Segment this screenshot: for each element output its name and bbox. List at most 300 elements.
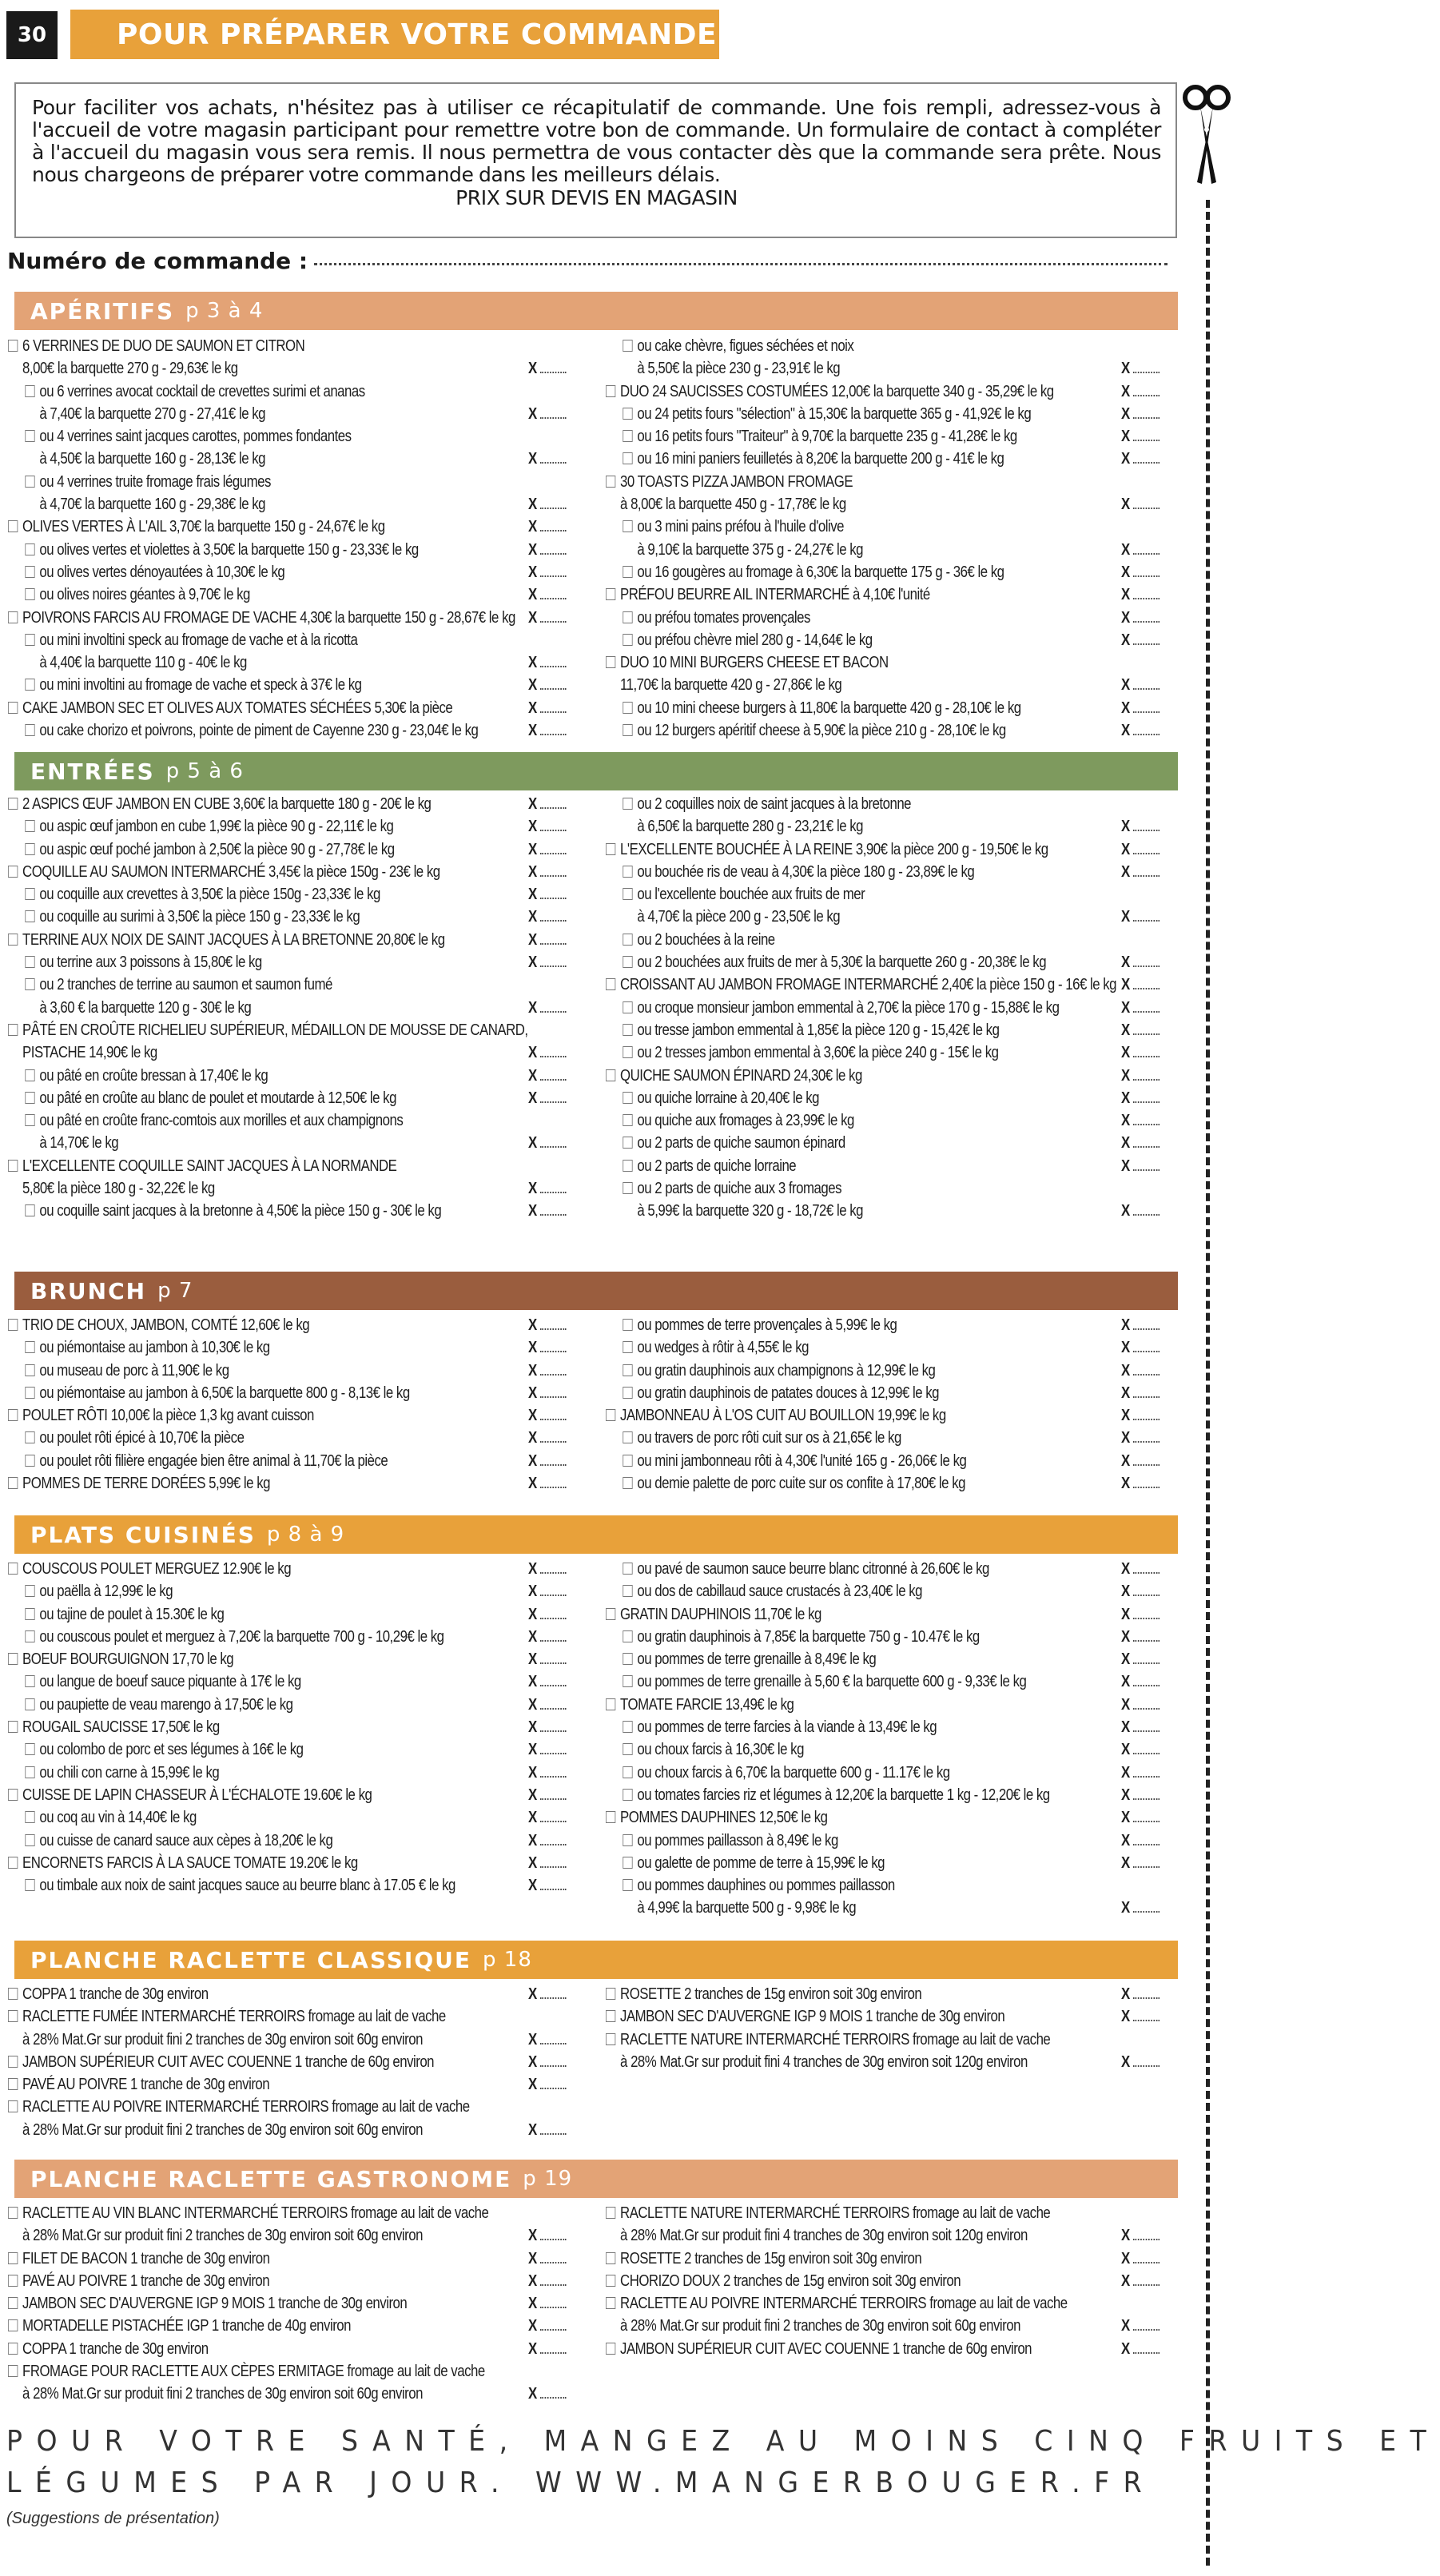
quantity-field[interactable]: X [1121, 1132, 1130, 1154]
quantity-field[interactable]: X [528, 2338, 537, 2360]
checkbox-icon[interactable] [25, 588, 34, 600]
item-label: COPPA 1 tranche de 30g environ [22, 2339, 209, 2358]
checkbox-icon[interactable] [25, 1387, 34, 1399]
quantity-field[interactable]: X [1121, 1897, 1130, 1919]
checkbox-icon[interactable] [25, 1364, 34, 1376]
quantity-field[interactable]: X [528, 539, 537, 561]
checkbox-icon[interactable] [623, 1024, 632, 1036]
checkbox-icon[interactable] [25, 1114, 34, 1126]
quantity-field[interactable]: X [528, 1314, 537, 1336]
checkbox-icon[interactable] [623, 1046, 632, 1058]
checkbox-icon[interactable] [25, 476, 34, 488]
quantity-field[interactable]: X [1121, 838, 1130, 861]
list-item [8, 973, 590, 996]
checkbox-icon[interactable] [8, 1653, 18, 1665]
checkbox-icon[interactable] [623, 702, 632, 714]
checkbox-icon[interactable] [25, 1743, 34, 1755]
items-column-left [8, 793, 567, 1223]
quantity-field[interactable]: X [1121, 2248, 1130, 2270]
checkbox-icon[interactable] [623, 340, 632, 352]
quantity-field[interactable]: X [528, 1983, 537, 2005]
quantity-field[interactable]: X [1121, 1087, 1130, 1109]
checkbox-icon[interactable] [606, 1698, 615, 1710]
checkbox-icon[interactable] [25, 430, 34, 442]
checkbox-icon[interactable] [25, 634, 34, 646]
item-label: ou pâté en croûte bressan à 17,40€ le kg [39, 1065, 269, 1085]
quantity-field[interactable]: X [1121, 403, 1130, 425]
quantity-field[interactable]: X [1121, 2051, 1130, 2073]
checkbox-icon[interactable] [8, 1988, 18, 2000]
checkbox-icon[interactable] [623, 1160, 632, 1172]
checkbox-icon[interactable] [8, 934, 18, 946]
checkbox-icon[interactable] [623, 1387, 632, 1399]
checkbox-icon[interactable] [25, 1834, 34, 1846]
quantity-field[interactable]: X [528, 1716, 537, 1738]
item-label: ou 2 parts de quiche saumon épinard [637, 1133, 845, 1153]
quantity-field[interactable]: X [528, 1177, 537, 1200]
section-header-aperitifs [14, 292, 1178, 330]
checkbox-icon[interactable] [25, 956, 34, 968]
item-label: ou gratin dauphinois de patates douces à 12,99€ le kg [637, 1383, 940, 1402]
checkbox-icon[interactable] [8, 1024, 18, 1036]
section-pages: p 8 à 9 [266, 1523, 345, 1547]
checkbox-icon[interactable] [623, 1789, 632, 1801]
checkbox-icon[interactable] [623, 1137, 632, 1149]
checkbox-icon[interactable] [623, 724, 632, 736]
checkbox-icon[interactable] [623, 452, 632, 464]
quantity-field[interactable]: X [528, 1558, 537, 1580]
quantity-field[interactable]: X [528, 1806, 537, 1829]
checkbox-icon[interactable] [623, 1857, 632, 1869]
item-label: ou croque monsieur jambon emmental à 2,70€ la pièce 170 g - 15,88€ le kg [637, 997, 1060, 1017]
quantity-field[interactable]: X [1121, 1626, 1130, 1648]
quantity-field[interactable]: X [528, 583, 537, 606]
item-label: RACLETTE AU POIVRE INTERMARCHÉ TERROIRS fromage au lait de vache [22, 2097, 470, 2116]
checkbox-icon[interactable] [8, 1319, 18, 1331]
checkbox-icon[interactable] [8, 611, 18, 623]
quantity-field[interactable]: X [1121, 629, 1130, 651]
list-item [8, 1874, 590, 1897]
quantity-field[interactable]: X [528, 906, 537, 928]
quantity-field[interactable]: X [528, 651, 537, 674]
quantity-field[interactable]: X [528, 1648, 537, 1670]
list-item [8, 2248, 573, 2270]
quantity-field[interactable]: X [528, 674, 537, 696]
quantity-field[interactable]: X [528, 883, 537, 906]
quantity-field[interactable]: X [528, 815, 537, 838]
quantity-field[interactable]: X [1121, 951, 1130, 973]
quantity-field[interactable]: X [528, 1132, 537, 1154]
quantity-field[interactable]: X [1121, 1852, 1130, 1874]
checkbox-icon[interactable] [25, 1431, 34, 1443]
quantity-field[interactable]: X [1121, 973, 1130, 996]
order-number-field[interactable] [314, 263, 1168, 265]
list-item [8, 651, 590, 674]
checkbox-icon[interactable] [8, 2078, 18, 2090]
quantity-field[interactable]: X [1121, 906, 1130, 928]
item-label: à 28% Mat.Gr sur produit fini 2 tranches de 30g environ soit 60g environ [22, 2120, 423, 2139]
list-item [606, 1109, 1187, 1132]
item-label: ou 10 mini cheese burgers à 11,80€ la barquette 420 g - 28,10€ le kg [637, 698, 1021, 717]
quantity-field[interactable]: X [528, 1874, 537, 1897]
quantity-field[interactable]: X [528, 403, 537, 425]
list-item [8, 1177, 573, 1200]
quantity-field[interactable]: X [1121, 815, 1130, 838]
checkbox-icon[interactable] [8, 2100, 18, 2112]
checkbox-icon[interactable] [25, 1766, 34, 1778]
list-item [606, 380, 1171, 403]
checkbox-icon[interactable] [623, 888, 632, 900]
item-label: ou pâté en croûte au blanc de poulet et moutarde à 12,50€ le kg [39, 1088, 396, 1107]
quantity-field[interactable]: X [1121, 583, 1130, 606]
checkbox-icon[interactable] [623, 1182, 632, 1194]
quantity-field[interactable]: X [1121, 607, 1130, 629]
checkbox-icon[interactable] [606, 656, 615, 668]
quantity-field[interactable]: X [1121, 1472, 1130, 1495]
quantity-field[interactable]: X [1121, 425, 1130, 448]
quantity-field[interactable]: X [1121, 1200, 1130, 1222]
quantity-field[interactable]: X [528, 2119, 537, 2141]
checkbox-icon[interactable] [623, 634, 632, 646]
item-label: ou 2 bouchées à la reine [637, 930, 775, 949]
quantity-field[interactable]: X [528, 2315, 537, 2337]
checkbox-icon[interactable] [25, 1698, 34, 1710]
order-number-label: Numéro de commande : [7, 248, 308, 274]
checkbox-icon[interactable] [606, 2207, 615, 2219]
checkbox-icon[interactable] [623, 1675, 632, 1687]
checkbox-icon[interactable] [25, 1630, 34, 1642]
checkbox-icon[interactable] [623, 1585, 632, 1597]
quantity-field[interactable]: X [528, 1200, 537, 1222]
quantity-field[interactable]: X [528, 1670, 537, 1693]
checkbox-icon[interactable] [25, 843, 34, 855]
quantity-field[interactable]: X [1121, 1155, 1130, 1177]
checkbox-icon[interactable] [623, 934, 632, 946]
quantity-field[interactable]: X [1121, 674, 1130, 696]
quantity-field[interactable]: X [1121, 493, 1130, 516]
quantity-field[interactable]: X [1121, 1360, 1130, 1382]
checkbox-icon[interactable] [25, 910, 34, 922]
quantity-field[interactable]: X [1121, 2005, 1130, 2028]
list-item [606, 1065, 1171, 1087]
checkbox-icon[interactable] [623, 866, 632, 878]
checkbox-icon[interactable] [606, 2252, 615, 2264]
quantity-field[interactable]: X [528, 2073, 537, 2096]
checkbox-icon[interactable] [606, 1608, 615, 1620]
quantity-field[interactable]: X [1121, 1019, 1130, 1041]
items-column-right [606, 1314, 1165, 1495]
item-label: à 4,50€ la barquette 160 g - 28,13€ le kg [39, 449, 266, 468]
quantity-field[interactable]: X [528, 1694, 537, 1716]
quantity-field[interactable]: X [1121, 561, 1130, 583]
checkbox-icon[interactable] [606, 2010, 615, 2022]
quantity-field[interactable]: X [528, 1852, 537, 1874]
checkbox-icon[interactable] [8, 1409, 18, 1421]
list-item [8, 1716, 573, 1738]
quantity-field[interactable]: X [1121, 1336, 1130, 1359]
quantity-field[interactable]: X [1121, 1603, 1130, 1626]
checkbox-icon[interactable] [25, 679, 34, 691]
checkbox-icon[interactable] [25, 1341, 34, 1353]
quantity-field[interactable]: X [1121, 2224, 1130, 2247]
quantity-field[interactable]: X [1121, 1382, 1130, 1404]
quantity-field[interactable]: X [528, 1427, 537, 1449]
quantity-field[interactable]: X [528, 2224, 537, 2247]
checkbox-icon[interactable] [8, 2275, 18, 2287]
quantity-field[interactable]: X [1121, 1716, 1130, 1738]
quantity-field[interactable]: X [1121, 1450, 1130, 1472]
checkbox-icon[interactable] [606, 1811, 615, 1823]
item-label: ou tajine de poulet à 15.30€ le kg [39, 1604, 225, 1623]
quantity-field[interactable]: X [1121, 1694, 1130, 1716]
checkbox-icon[interactable] [8, 798, 18, 810]
checkbox-icon[interactable] [623, 1563, 632, 1575]
quantity-field[interactable]: X [1121, 1041, 1130, 1064]
checkbox-icon[interactable] [8, 2010, 18, 2022]
list-item [8, 583, 590, 606]
quantity-field[interactable]: X [528, 2051, 537, 2073]
checkbox-icon[interactable] [25, 1092, 34, 1104]
list-item [606, 2248, 1171, 2270]
checkbox-icon[interactable] [623, 1721, 632, 1733]
quantity-field[interactable]: X [528, 1580, 537, 1603]
quantity-field[interactable]: X [528, 1829, 537, 1852]
checkbox-icon[interactable] [606, 843, 615, 855]
quantity-field[interactable]: X [528, 1784, 537, 1806]
quantity-field[interactable]: X [528, 448, 537, 470]
checkbox-icon[interactable] [623, 1743, 632, 1755]
checkbox-icon[interactable] [25, 1069, 34, 1081]
checkbox-icon[interactable] [623, 1630, 632, 1642]
quantity-field[interactable]: X [528, 1450, 537, 1472]
checkbox-icon[interactable] [606, 476, 615, 488]
quantity-field[interactable]: X [528, 951, 537, 973]
checkbox-icon[interactable] [8, 2056, 18, 2068]
checkbox-icon[interactable] [606, 2033, 615, 2045]
checkbox-icon[interactable] [8, 520, 18, 532]
quantity-field[interactable]: X [1121, 1784, 1130, 1806]
quantity-field[interactable]: X [528, 1738, 537, 1761]
checkbox-icon[interactable] [623, 611, 632, 623]
items-column-right [606, 2202, 1165, 2360]
checkbox-icon[interactable] [606, 2297, 615, 2309]
quantity-field[interactable]: X [1121, 719, 1130, 742]
checkbox-icon[interactable] [8, 1563, 18, 1575]
checkbox-icon[interactable] [25, 543, 34, 555]
checkbox-icon[interactable] [8, 2343, 18, 2355]
quantity-field[interactable]: X [1121, 1109, 1130, 1132]
checkbox-icon[interactable] [623, 1319, 632, 1331]
quantity-field[interactable]: X [528, 1360, 537, 1382]
checkbox-icon[interactable] [623, 1477, 632, 1489]
item-label: ou bouchée ris de veau à 4,30€ la pièce 180 g - 23,89€ le kg [637, 862, 975, 881]
quantity-field[interactable]: X [1121, 1829, 1130, 1852]
checkbox-icon[interactable] [8, 340, 18, 352]
quantity-field[interactable]: X [528, 1336, 537, 1359]
quantity-field[interactable]: X [528, 2292, 537, 2315]
quantity-field[interactable]: X [1121, 1065, 1130, 1087]
checkbox-icon[interactable] [25, 1585, 34, 1597]
checkbox-icon[interactable] [25, 385, 34, 397]
quantity-field[interactable]: X [528, 2383, 537, 2405]
item-label: ou préfou chèvre miel 280 g - 14,64€ le kg [637, 630, 873, 649]
quantity-field[interactable]: X [1121, 1983, 1130, 2005]
quantity-field[interactable]: X [528, 493, 537, 516]
quantity-field[interactable]: X [1121, 539, 1130, 561]
checkbox-icon[interactable] [623, 1364, 632, 1376]
checkbox-icon[interactable] [25, 978, 34, 990]
checkbox-icon[interactable] [623, 1455, 632, 1467]
checkbox-icon[interactable] [606, 1409, 615, 1421]
checkbox-icon[interactable] [25, 1455, 34, 1467]
list-item [606, 697, 1187, 719]
quantity-field[interactable]: X [1121, 997, 1130, 1019]
quantity-field[interactable]: X [528, 1404, 537, 1427]
checkbox-icon[interactable] [623, 1653, 632, 1665]
list-item [8, 2051, 573, 2073]
checkbox-icon[interactable] [25, 1675, 34, 1687]
quantity-field[interactable]: X [1121, 2315, 1130, 2337]
checkbox-icon[interactable] [623, 1879, 632, 1891]
list-item [606, 674, 1171, 696]
quantity-field[interactable]: X [1121, 1738, 1130, 1761]
quantity-field[interactable]: X [1121, 1427, 1130, 1449]
checkbox-icon[interactable] [606, 978, 615, 990]
quantity-field[interactable]: X [1121, 380, 1130, 403]
checkbox-icon[interactable] [623, 798, 632, 810]
quantity-field[interactable]: X [528, 838, 537, 861]
list-item [8, 861, 573, 883]
checkbox-icon[interactable] [8, 1477, 18, 1489]
checkbox-icon[interactable] [623, 1001, 632, 1013]
quantity-field[interactable]: X [1121, 861, 1130, 883]
quantity-field[interactable]: X [1121, 2270, 1130, 2292]
checkbox-icon[interactable] [623, 1341, 632, 1353]
quantity-field[interactable]: X [1121, 1404, 1130, 1427]
quantity-field[interactable]: X [528, 357, 537, 380]
quantity-field[interactable]: X [528, 561, 537, 583]
checkbox-icon[interactable] [623, 408, 632, 420]
quantity-field[interactable]: X [528, 929, 537, 951]
checkbox-icon[interactable] [623, 1766, 632, 1778]
checkbox-icon[interactable] [606, 2275, 615, 2287]
quantity-field[interactable]: X [528, 697, 537, 719]
checkbox-icon[interactable] [25, 1608, 34, 1620]
quantity-field[interactable]: X [1121, 2338, 1130, 2360]
checkbox-icon[interactable] [606, 1069, 615, 1081]
quantity-field[interactable]: X [1121, 1580, 1130, 1603]
quantity-field[interactable]: X [1121, 357, 1130, 380]
checkbox-icon[interactable] [25, 888, 34, 900]
checkbox-icon[interactable] [8, 702, 18, 714]
checkbox-icon[interactable] [8, 866, 18, 878]
list-item [606, 1427, 1187, 1449]
checkbox-icon[interactable] [606, 385, 615, 397]
quantity-field[interactable]: X [528, 1041, 537, 1064]
quantity-field[interactable]: X [1121, 697, 1130, 719]
quantity-field[interactable]: X [1121, 1670, 1130, 1693]
checkbox-icon[interactable] [25, 1879, 34, 1891]
checkbox-icon[interactable] [8, 1789, 18, 1801]
quantity-field[interactable]: X [528, 1603, 537, 1626]
quantity-field[interactable]: X [528, 1626, 537, 1648]
checkbox-icon[interactable] [25, 820, 34, 832]
quantity-field[interactable]: X [528, 1382, 537, 1404]
quantity-field[interactable]: X [528, 2248, 537, 2270]
item-label: ou coq au vin à 14,40€ le kg [39, 1808, 197, 1827]
checkbox-icon[interactable] [25, 1811, 34, 1823]
checkbox-icon[interactable] [8, 1721, 18, 1733]
quantity-field[interactable]: X [1121, 1314, 1130, 1336]
checkbox-icon[interactable] [25, 1204, 34, 1216]
checkbox-icon[interactable] [25, 724, 34, 736]
quantity-field[interactable]: X [528, 1472, 537, 1495]
list-item [8, 1019, 573, 1041]
item-label: CAKE JAMBON SEC ET OLIVES AUX TOMATES SÉCHÉES 5,30€ la pièce [22, 698, 453, 717]
checkbox-icon[interactable] [623, 956, 632, 968]
item-label: PRÉFOU BEURRE AIL INTERMARCHÉ à 4,10€ l'unité [620, 585, 930, 604]
quantity-field[interactable]: X [1121, 1806, 1130, 1829]
list-item [606, 2224, 1171, 2247]
list-item [8, 1065, 590, 1087]
checkbox-icon[interactable] [8, 2297, 18, 2309]
quantity-field[interactable]: X [528, 997, 537, 1019]
quantity-field[interactable]: X [1121, 1558, 1130, 1580]
checkbox-icon[interactable] [623, 566, 632, 578]
checkbox-icon[interactable] [606, 1988, 615, 2000]
checkbox-icon[interactable] [623, 430, 632, 442]
quantity-field[interactable]: X [528, 1087, 537, 1109]
checkbox-icon[interactable] [8, 1160, 18, 1172]
checkbox-icon[interactable] [25, 566, 34, 578]
quantity-field[interactable]: X [528, 1762, 537, 1784]
list-item [606, 2005, 1171, 2028]
quantity-field[interactable]: X [528, 2270, 537, 2292]
quantity-field[interactable]: X [528, 607, 537, 629]
checkbox-icon[interactable] [8, 2252, 18, 2264]
checkbox-icon[interactable] [623, 520, 632, 532]
item-label: ou pommes de terre grenaille à 5,60 € la barquette 600 g - 9,33€ le kg [637, 1672, 1027, 1691]
checkbox-icon[interactable] [623, 1092, 632, 1104]
list-item [8, 883, 590, 906]
quantity-field[interactable]: X [528, 516, 537, 538]
list-item [8, 1694, 590, 1716]
checkbox-icon[interactable] [8, 2207, 18, 2219]
item-label: ou couscous poulet et merguez à 7,20€ la barquette 700 g - 10,29€ le kg [39, 1626, 444, 1646]
quantity-field[interactable]: X [528, 793, 537, 815]
checkbox-icon[interactable] [623, 1114, 632, 1126]
list-item [8, 1155, 573, 1177]
quantity-field[interactable]: X [528, 2029, 537, 2051]
list-item [606, 1132, 1187, 1154]
quantity-field[interactable]: X [1121, 1648, 1130, 1670]
quantity-field[interactable]: X [1121, 1762, 1130, 1784]
checkbox-icon[interactable] [623, 1431, 632, 1443]
checkbox-icon[interactable] [606, 588, 615, 600]
quantity-field[interactable]: X [528, 861, 537, 883]
checkbox-icon[interactable] [606, 2343, 615, 2355]
quantity-field[interactable]: X [1121, 448, 1130, 470]
checkbox-icon[interactable] [8, 2319, 18, 2331]
checkbox-icon[interactable] [8, 2365, 18, 2377]
checkbox-icon[interactable] [623, 1834, 632, 1846]
list-item [606, 1648, 1187, 1670]
item-label: PAVÉ AU POIVRE 1 tranche de 30g environ [22, 2075, 270, 2094]
intro-box [14, 82, 1177, 238]
quantity-field[interactable]: X [528, 1065, 537, 1087]
checkbox-icon[interactable] [8, 1857, 18, 1869]
quantity-field[interactable]: X [528, 719, 537, 742]
